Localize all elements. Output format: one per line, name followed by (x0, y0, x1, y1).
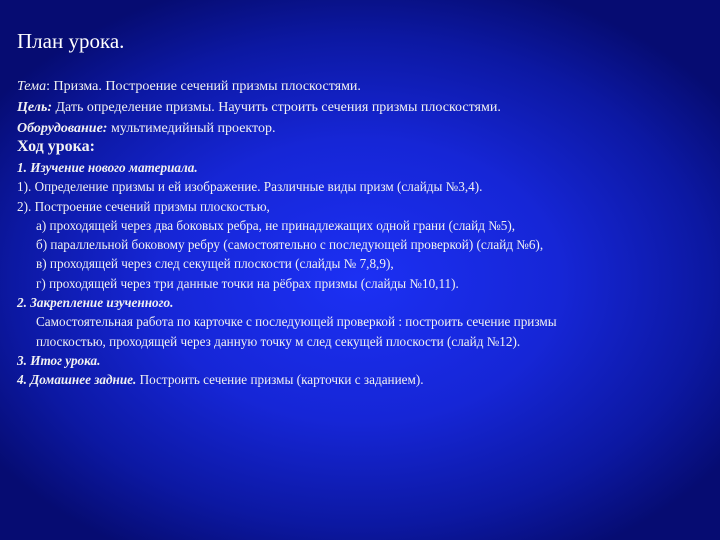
lesson-meta (17, 76, 501, 139)
equipment-row (17, 118, 501, 139)
section-4-heading: 4. Домашнее задние. (17, 372, 137, 388)
equipment-label: Оборудование: (17, 121, 108, 136)
section-1-subitem-b: б) параллельной боковому ребру (самостоятельно с последующей проверкой) (слайд №6), (36, 237, 544, 253)
plan-heading: Ход урока: (17, 138, 95, 155)
topic-label: Тема (17, 79, 47, 94)
goal-label: Цель: (17, 100, 52, 115)
section-1-subitem-a: а) проходящей через два боковых ребра, не принадлежащих одной грани (слайд №5), (36, 217, 516, 233)
section-2-line-1: Самостоятельная работа по карточке с последующей проверкой : построить сечение призмы (36, 314, 557, 330)
topic-row (17, 76, 501, 97)
section-1-subitem-c: в) проходящей через след секущей плоскости (слайды № 7,8,9), (36, 256, 394, 272)
section-2-heading: 2. Закрепление изученного. (17, 295, 174, 311)
section-4-text: Построить сечение призмы (карточки с заданием). (136, 372, 424, 388)
goal-text: Дать определение призмы. Научить строить сечения призмы плоскостями. (52, 100, 501, 115)
lesson-plan (17, 158, 557, 390)
section-3-heading: 3. Итог урока. (17, 352, 101, 368)
topic-sep: : (46, 79, 50, 94)
slide-title: План урока. (17, 29, 125, 53)
equipment-text: мультимедийный проектор. (107, 121, 276, 136)
section-1-heading: 1. Изучение нового материала. (17, 160, 198, 175)
section-1-item-1: 1). Определение призмы и ей изображение. Различные виды призм (слайды №3,4). (17, 179, 483, 195)
section-2-line-2: плоскостью, проходящей через данную точку м след секущей плоскости (слайд №12). (36, 333, 521, 349)
topic-text: Призма. Построение сечений призмы плоскостями. (49, 79, 361, 94)
section-1-item-2: 2). Построение сечений призмы плоскостью, (17, 198, 270, 214)
goal-row (17, 97, 501, 118)
section-1-subitem-d: г) проходящей через три данные точки на рёбрах призмы (слайды №10,11). (36, 275, 459, 291)
section-4-row (17, 370, 557, 389)
